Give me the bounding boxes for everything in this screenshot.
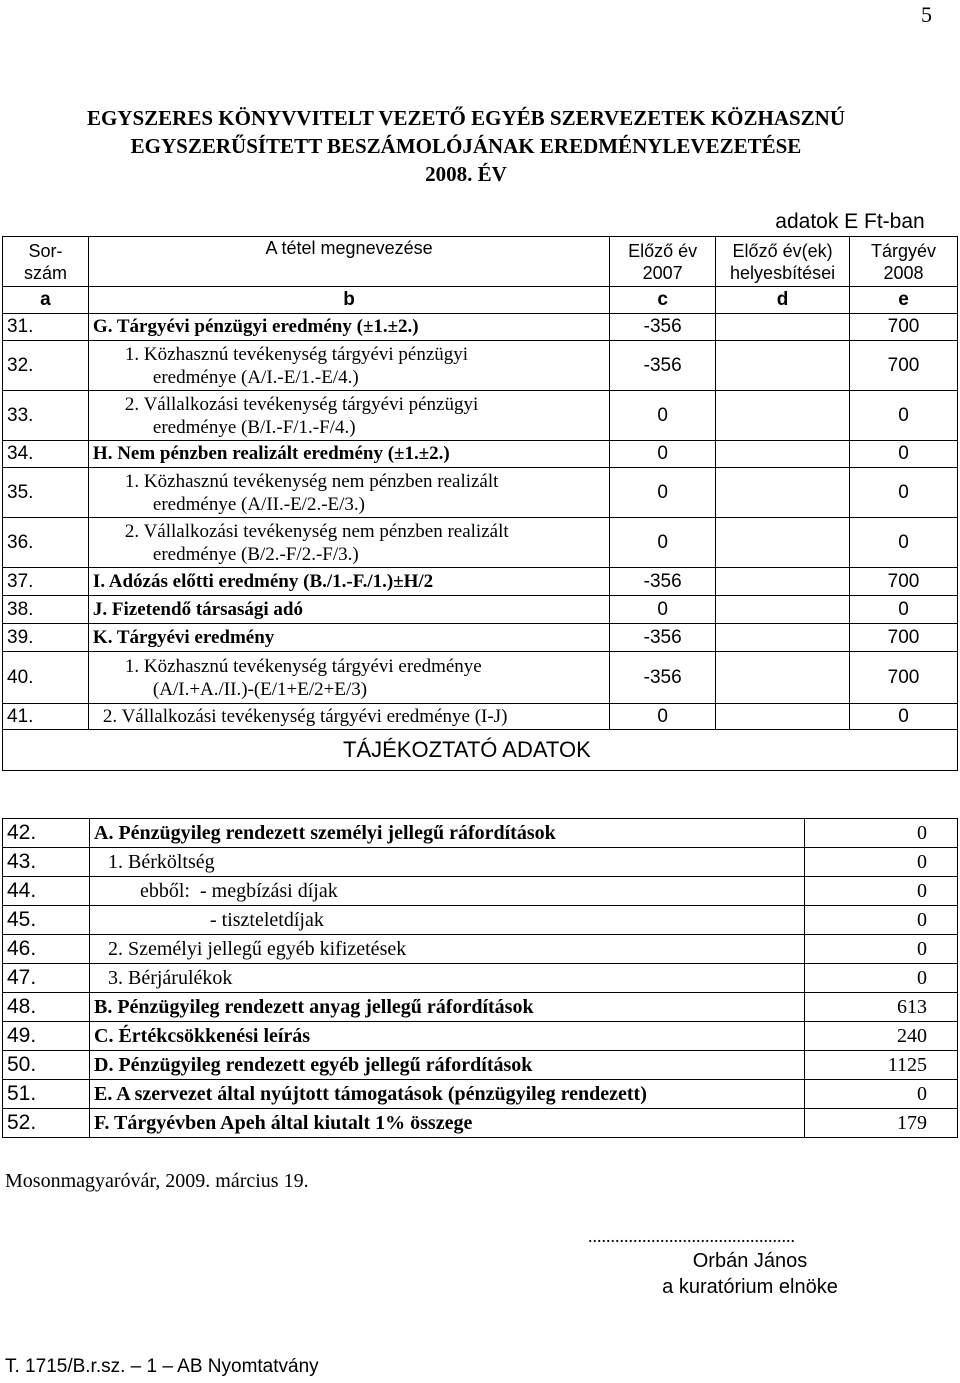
row-current-value: 0 bbox=[850, 391, 958, 441]
row-number: 43. bbox=[3, 848, 90, 877]
table-row bbox=[3, 819, 958, 848]
row-correction-value bbox=[716, 596, 850, 624]
row-number: 47. bbox=[3, 964, 90, 993]
row-value: 0 bbox=[805, 964, 958, 993]
row-current-value: 700 bbox=[850, 624, 958, 652]
row-correction-value bbox=[716, 652, 850, 704]
row-prev-value: 0 bbox=[610, 468, 716, 518]
row-number: 48. bbox=[3, 993, 90, 1022]
document-title-line-3: 2008. ÉV bbox=[425, 162, 507, 186]
row-correction-value bbox=[716, 441, 850, 468]
header-sorszam: Sor- szám bbox=[3, 237, 89, 287]
table-row bbox=[3, 314, 958, 341]
column-letter: e bbox=[850, 287, 958, 314]
row-label: H. Nem pénzben realizált eredmény (±1.±2.) bbox=[88, 441, 609, 468]
header-elozo-ev: Előző év 2007 bbox=[610, 237, 716, 287]
row-label: F. Tárgyévben Apeh által kiutalt 1% összege bbox=[90, 1109, 805, 1138]
row-value: 240 bbox=[805, 1022, 958, 1051]
row-prev-value: -356 bbox=[610, 568, 716, 596]
column-letter: b bbox=[88, 287, 609, 314]
row-label: 1. Közhasznú tevékenység nem pénzben realizált eredménye (A/II.-E/2.-E/3.) bbox=[88, 468, 609, 518]
row-number: 38. bbox=[3, 596, 89, 624]
header-megnevezes: A tétel megnevezése bbox=[88, 237, 609, 287]
table-row bbox=[3, 441, 958, 468]
row-current-value: 0 bbox=[850, 441, 958, 468]
row-current-value: 0 bbox=[850, 596, 958, 624]
column-letter: d bbox=[716, 287, 850, 314]
row-number: 37. bbox=[3, 568, 89, 596]
row-correction-value bbox=[716, 704, 850, 730]
row-current-value: 0 bbox=[850, 518, 958, 568]
table-row bbox=[3, 1051, 958, 1080]
page-number: 5 bbox=[921, 2, 932, 27]
table-row bbox=[3, 518, 958, 568]
row-correction-value bbox=[716, 518, 850, 568]
row-label: 2. Vállalkozási tevékenység nem pénzben realizált eredménye (B/2.-F/2.-F/3.) bbox=[88, 518, 609, 568]
row-number: 46. bbox=[3, 935, 90, 964]
row-number: 34. bbox=[3, 441, 89, 468]
table-header-row bbox=[3, 237, 958, 287]
row-value: 0 bbox=[805, 819, 958, 848]
row-correction-value bbox=[716, 468, 850, 518]
row-number: 39. bbox=[3, 624, 89, 652]
row-label: G. Tárgyévi pénzügyi eredmény (±1.±2.) bbox=[88, 314, 609, 341]
header-targyev: Tárgyév 2008 bbox=[850, 237, 958, 287]
table-row bbox=[3, 391, 958, 441]
row-number: 45. bbox=[3, 906, 90, 935]
table-row bbox=[3, 1080, 958, 1109]
unit-note: adatok E Ft-ban bbox=[775, 210, 925, 233]
table-row bbox=[3, 624, 958, 652]
row-correction-value bbox=[716, 314, 850, 341]
table-row bbox=[3, 652, 958, 704]
row-value: 613 bbox=[805, 993, 958, 1022]
table-row bbox=[3, 568, 958, 596]
row-number: 49. bbox=[3, 1022, 90, 1051]
table-row bbox=[3, 848, 958, 877]
row-number: 42. bbox=[3, 819, 90, 848]
info-data-table bbox=[2, 818, 958, 1138]
table-row bbox=[3, 1109, 958, 1138]
place-and-date: Mosonmagyaróvár, 2009. március 19. bbox=[5, 1170, 309, 1192]
row-number: 52. bbox=[3, 1109, 90, 1138]
row-number: 44. bbox=[3, 877, 90, 906]
header-helyesbitesei: Előző év(ek) helyesbítései bbox=[716, 237, 850, 287]
column-letter-row bbox=[3, 287, 958, 314]
row-value: 179 bbox=[805, 1109, 958, 1138]
row-number: 33. bbox=[3, 391, 89, 441]
row-label: C. Értékcsökkenési leírás bbox=[90, 1022, 805, 1051]
row-correction-value bbox=[716, 391, 850, 441]
row-label: 3. Bérjárulékok bbox=[90, 964, 805, 993]
row-label: - tiszteletdíjak bbox=[90, 906, 805, 935]
signature-line: .............................................. bbox=[588, 1226, 795, 1246]
row-number: 32. bbox=[3, 341, 89, 391]
document-title-line-1: EGYSZERES KÖNYVVITELT VEZETŐ EGYÉB SZERVEZETEK KÖZHASZNÚ bbox=[86, 106, 846, 130]
row-correction-value bbox=[716, 624, 850, 652]
row-current-value: 700 bbox=[850, 652, 958, 704]
income-statement-table bbox=[2, 236, 958, 771]
row-prev-value: 0 bbox=[610, 704, 716, 730]
table-row bbox=[3, 468, 958, 518]
row-correction-value bbox=[716, 341, 850, 391]
row-prev-value: 0 bbox=[610, 441, 716, 468]
document-title-line-2: EGYSZERŰSÍTETT BESZÁMOLÓJÁNAK EREDMÉNYLEVEZETÉSE bbox=[130, 134, 802, 158]
row-value: 1125 bbox=[805, 1051, 958, 1080]
row-number: 40. bbox=[3, 652, 89, 704]
row-current-value: 0 bbox=[850, 704, 958, 730]
row-label: ebből: - megbízási díjak bbox=[90, 877, 805, 906]
table-row bbox=[3, 596, 958, 624]
row-current-value: 700 bbox=[850, 568, 958, 596]
signer-role: a kuratórium elnöke bbox=[662, 1276, 838, 1298]
row-prev-value: 0 bbox=[610, 596, 716, 624]
row-prev-value: -356 bbox=[610, 652, 716, 704]
row-label: 2. Vállalkozási tevékenység tárgyévi eredménye (I-J) bbox=[88, 704, 609, 730]
row-value: 0 bbox=[805, 1080, 958, 1109]
table-row bbox=[3, 906, 958, 935]
row-label: E. A szervezet által nyújtott támogatások (pénzügyileg rendezett) bbox=[90, 1080, 805, 1109]
row-label: I. Adózás előtti eredmény (B./1.-F./1.)±H/2 bbox=[88, 568, 609, 596]
row-value: 0 bbox=[805, 877, 958, 906]
row-prev-value: 0 bbox=[610, 391, 716, 441]
row-value: 0 bbox=[805, 906, 958, 935]
row-current-value: 0 bbox=[850, 468, 958, 518]
column-letter: a bbox=[3, 287, 89, 314]
row-number: 36. bbox=[3, 518, 89, 568]
row-number: 35. bbox=[3, 468, 89, 518]
row-label: 2. Személyi jellegű egyéb kifizetések bbox=[90, 935, 805, 964]
info-title-row bbox=[3, 730, 958, 771]
row-number: 50. bbox=[3, 1051, 90, 1080]
row-label: K. Tárgyévi eredmény bbox=[88, 624, 609, 652]
row-correction-value bbox=[716, 568, 850, 596]
row-value: 0 bbox=[805, 935, 958, 964]
signer-name: Orbán János bbox=[692, 1250, 808, 1272]
row-number: 41. bbox=[3, 704, 89, 730]
row-label: 2. Vállalkozási tevékenység tárgyévi pénzügyi eredménye (B/I.-F/1.-F/4.) bbox=[88, 391, 609, 441]
row-number: 31. bbox=[3, 314, 89, 341]
row-prev-value: 0 bbox=[610, 518, 716, 568]
row-current-value: 700 bbox=[850, 314, 958, 341]
row-prev-value: -356 bbox=[610, 341, 716, 391]
table-row bbox=[3, 993, 958, 1022]
row-label: 1. Bérköltség bbox=[90, 848, 805, 877]
table-row bbox=[3, 704, 958, 730]
row-label: A. Pénzügyileg rendezett személyi jellegű ráfordítások bbox=[90, 819, 805, 848]
row-label: J. Fizetendő társasági adó bbox=[88, 596, 609, 624]
column-letter: c bbox=[610, 287, 716, 314]
row-label: B. Pénzügyileg rendezett anyag jellegű ráfordítások bbox=[90, 993, 805, 1022]
row-value: 0 bbox=[805, 848, 958, 877]
row-current-value: 700 bbox=[850, 341, 958, 391]
info-title: TÁJÉKOZTATÓ ADATOK bbox=[3, 730, 958, 771]
table-row bbox=[3, 1022, 958, 1051]
table-row bbox=[3, 964, 958, 993]
form-identifier: T. 1715/B.r.sz. – 1 – AB Nyomtatvány bbox=[5, 1356, 319, 1377]
row-label: D. Pénzügyileg rendezett egyéb jellegű ráfordítások bbox=[90, 1051, 805, 1080]
row-label: 1. Közhasznú tevékenység tárgyévi pénzügyi eredménye (A/I.-E/1.-E/4.) bbox=[88, 341, 609, 391]
row-prev-value: -356 bbox=[610, 314, 716, 341]
table-row bbox=[3, 341, 958, 391]
row-label: 1. Közhasznú tevékenység tárgyévi eredménye (A/I.+A./II.)-(E/1+E/2+E/3) bbox=[88, 652, 609, 704]
table-row bbox=[3, 935, 958, 964]
table-row bbox=[3, 877, 958, 906]
row-number: 51. bbox=[3, 1080, 90, 1109]
row-prev-value: -356 bbox=[610, 624, 716, 652]
